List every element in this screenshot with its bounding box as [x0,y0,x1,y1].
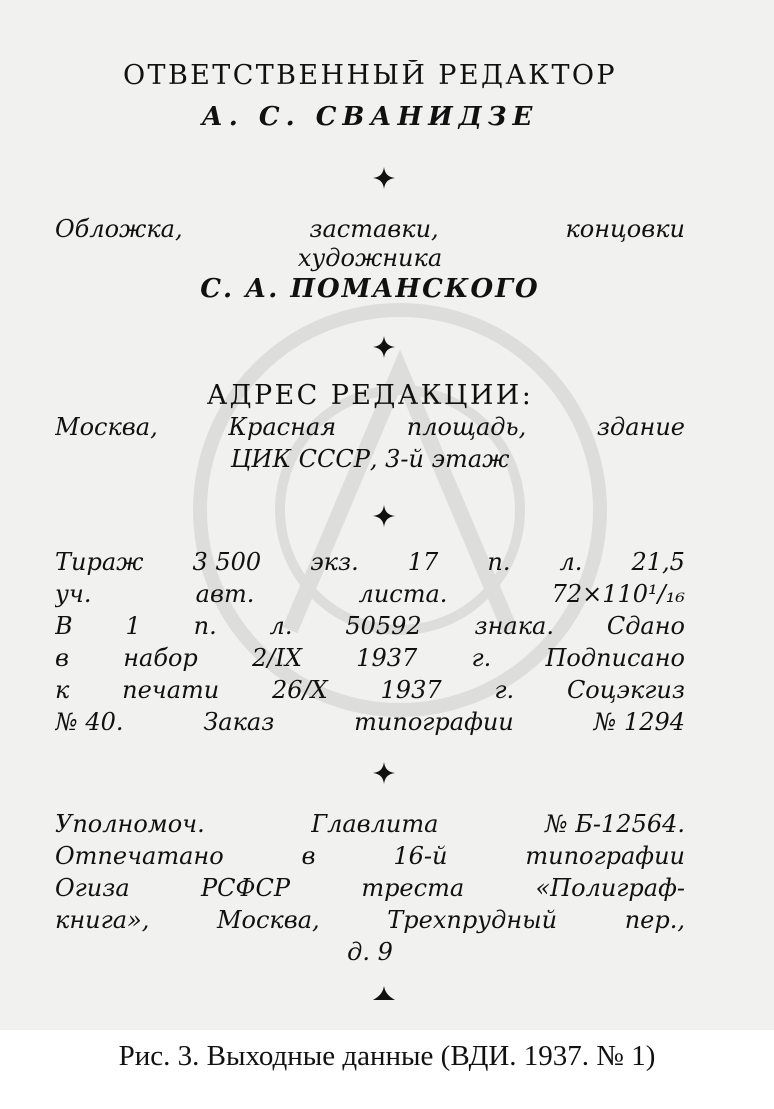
print-word: 1937 [356,644,418,672]
print-word: л. [269,612,293,640]
address-line-1 [55,413,685,441]
license-word: 16-й [393,842,448,870]
print-word: 72×110¹/₁₆ [551,580,685,608]
license-word: Отпечатано [55,842,224,870]
print-word: 26/X [272,676,328,704]
print-word: печати [122,676,220,704]
print-word: 17 [407,548,439,576]
print-word: Заказ [203,708,275,736]
print-word: 21,5 [631,548,685,576]
print-word: к [55,676,70,704]
print-word: уч. [55,580,92,608]
print-word: типографии [354,708,514,736]
artist-word: концовки [565,215,685,243]
print-line [55,644,685,672]
diamond-ornament-icon [373,505,395,527]
license-word: Главлита [311,810,439,838]
print-word: п. [193,612,217,640]
editor-name: А. С. СВАНИДЗЕ [201,102,539,132]
license-word: Москва, [216,906,320,934]
license-line [55,906,685,934]
address-word: площадь, [406,413,527,441]
license-line [55,810,685,838]
print-word: г. [494,676,515,704]
address-word: Красная [228,413,337,441]
license-line [55,874,685,902]
diamond-ornament-icon [373,336,395,358]
license-word: «Полиграф- [535,874,685,902]
diamond-ornament-icon [373,762,395,784]
print-word: л. [559,548,583,576]
license-word: книга», [55,906,150,934]
address-line-2: ЦИК СССР, 3-й этаж [230,445,510,473]
print-word: 1937 [380,676,442,704]
license-line [55,842,685,870]
print-word: Подписано [545,644,685,672]
license-word: Уполномоч. [55,810,205,838]
address-heading: АДРЕС РЕДАКЦИИ: [206,380,534,411]
diamond-ornament-icon [373,167,395,189]
print-line [55,708,685,736]
artist-word: заставки, [309,215,439,243]
artist-word: Обложка, [55,215,183,243]
print-word: в [55,644,69,672]
address-word: здание [596,413,685,441]
print-word: г. [471,644,492,672]
print-word: набор [123,644,198,672]
license-last-line: д. 9 [347,938,393,966]
artist-name: С. А. ПОМАНСКОГО [200,274,540,304]
print-word: Соцэкгиз [566,676,685,704]
print-word: знака. [474,612,554,640]
print-word: листа. [358,580,448,608]
print-word: 3 500 [192,548,262,576]
print-line [55,580,685,608]
print-word: В [55,612,73,640]
print-line [55,548,685,576]
print-word: п. [487,548,511,576]
license-word: РСФСР [201,874,290,902]
print-word: авт. [195,580,255,608]
artist-line-2: художника [297,244,443,272]
print-word: Тираж [55,548,144,576]
print-word: № 40. [55,708,124,736]
address-word: Москва, [55,413,158,441]
print-word: 2/IX [252,644,302,672]
license-word: типографии [525,842,685,870]
license-word: Трехпрудный [387,906,558,934]
print-word: экз. [310,548,359,576]
triangle-ornament-icon [373,986,395,1000]
license-word: пер., [624,906,685,934]
artist-line-1 [55,215,685,243]
print-line [55,676,685,704]
license-word: Огиза [55,874,130,902]
print-line [55,612,685,640]
figure-caption: Рис. 3. Выходные данные (ВДИ. 1937. № 1) [118,1040,656,1072]
print-word: Сдано [606,612,685,640]
print-word: 50592 [345,612,422,640]
license-word: треста [361,874,465,902]
license-word: № Б-12564. [544,810,685,838]
print-word: № 1294 [593,708,685,736]
license-word: в [301,842,316,870]
print-word: 1 [125,612,141,640]
editor-heading: ОТВЕТСТВЕННЫЙ РЕДАКТОР [123,60,617,91]
